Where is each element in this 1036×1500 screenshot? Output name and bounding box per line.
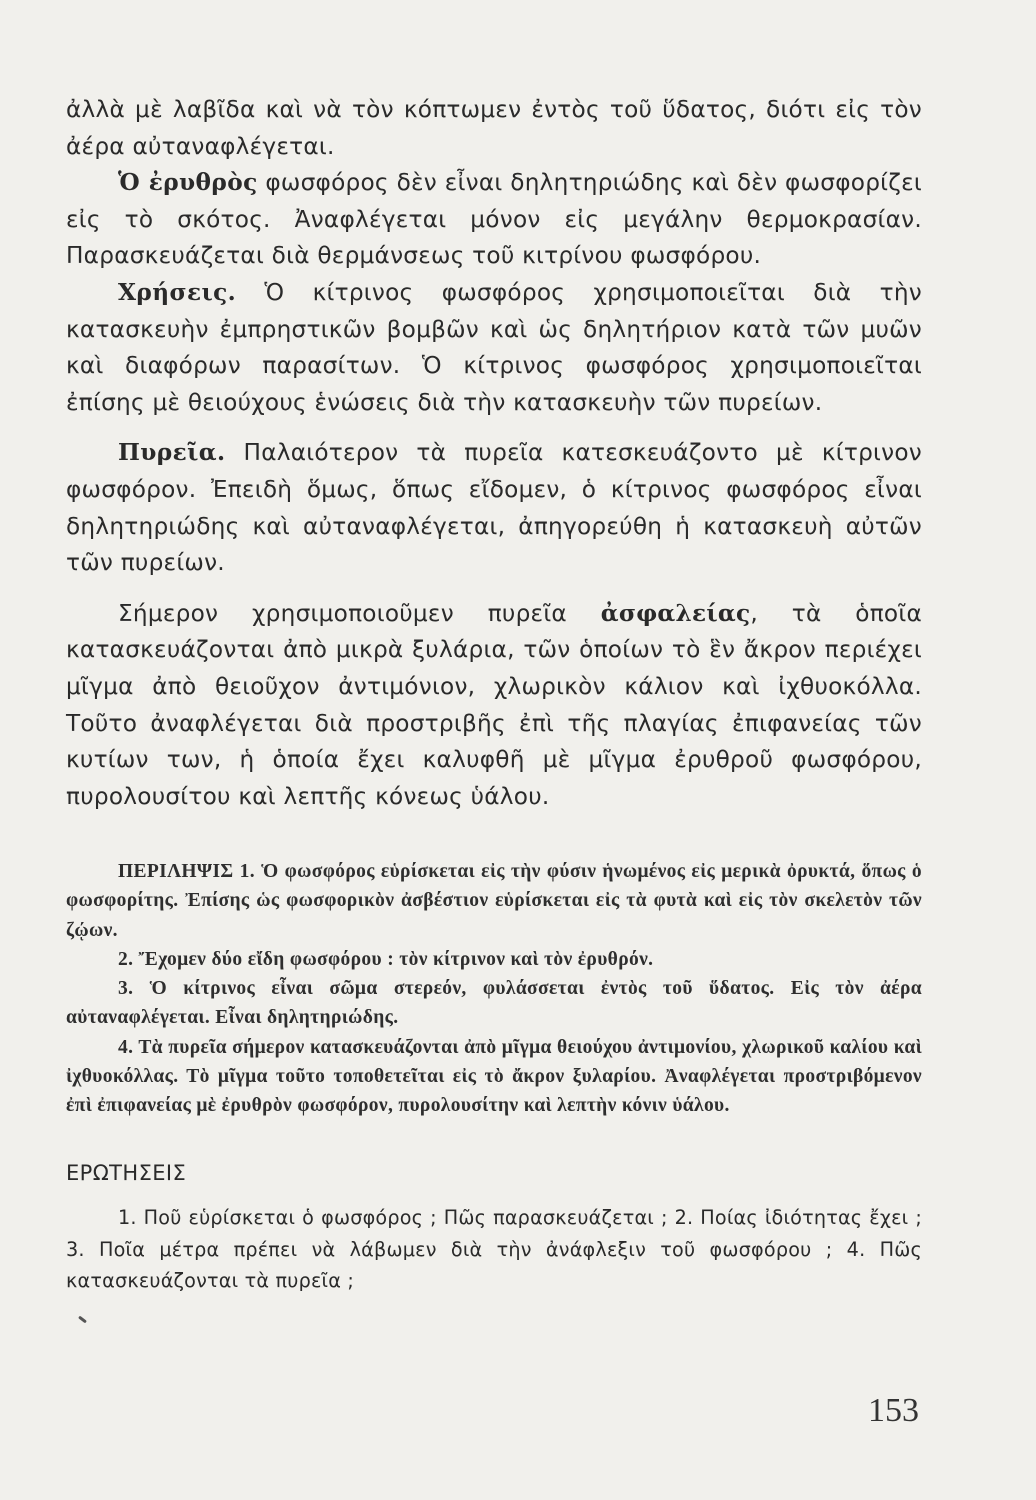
summary-item-2: 2. Ἔχομεν δύο εἴδη φωσφόρου : τὸν κίτρινον καὶ τὸν ἐρυθρόν.: [118, 948, 654, 970]
paragraph-1: ἀλλὰ μὲ λαβῖδα καὶ νὰ τὸν κόπτωμεν ἐντὸς τοῦ ὕδατος, διότι εἰς τὸν ἀέρα αὐταναφλέγεται.: [66, 96, 922, 160]
paragraph-matches-text: Παλαιότερον τὰ πυρεῖα κατεσκευάζοντο μὲ κίτρινον φωσφόρον. Ἐπειδὴ ὅμως, ὅπως εἴδομεν, ὁ κίτρινος φωσφόρος εἶναι δηλητηριώδης καὶ αὐταναφλέγεται, ἀπηγορεύθη ἡ κατασκευὴ αὐτῶν τῶν πυρείων.: [66, 439, 922, 577]
paragraph-safety-matches-text-b: , τὰ ὁποῖα κατασκευάζονται ἀπὸ μικρὰ ξυλάρια, τῶν ὁποίων τὸ ἓν ἄκρον περιέχει μῖγμα ἀπὸ θειοῦχον ἀντιμόνιον, χλωρικὸν κάλιον καὶ ἰχθυοκόλλα. Τοῦτο ἀναφλέγεται διὰ προστριβῆς ἐπὶ τῆς πλαγίας ἐπιφανείας τῶν κυτίων των, ἡ ὁποία ἔχει καλυφθῆ μὲ μῖγμα ἐρυθροῦ φωσφόρου, πυρολουσίτου καὶ λεπτῆς κόνεως ὑάλου.: [66, 599, 922, 810]
summary-item-4: 4. Τὰ πυρεῖα σήμερον κατασκευάζονται ἀπὸ μῖγμα θειούχου ἀντιμονίου, χλωρικοῦ καλίου καὶ ἰχθυοκόλλας. Τὸ μῖγμα τοῦτο τοποθετεῖται εἰς τὸ ἄκρον ξυλαρίου. Ἀναφλέγεται προστριβόμενον ἐπὶ ἐπιφανείας μὲ ἐρυθρὸν φωσφόρον, πυρολουσίτην καὶ λεπτὴν κόνιν ὑάλου.: [66, 1036, 922, 1116]
paragraph-uses: [66, 275, 922, 421]
section-spacer: [66, 815, 922, 857]
paragraph-uses-text: Ὁ κίτρινος φωσφόρος χρησιμοποιεῖται διὰ τὴν κατασκευὴν ἐμπρηστικῶν βομβῶν καὶ ὡς δηλητήριον κατὰ τῶν μυῶν καὶ διαφόρων παρασίτων. Ὁ κίτρινος φωσφόρος χρησιμοποιεῖται ἐπίσης μὲ θειούχους ἑνώσεις διὰ τὴν κατασκευὴν τῶν πυρείων.: [66, 278, 922, 416]
page-content: [66, 92, 922, 1297]
paragraph-safety-matches: [66, 596, 922, 816]
paragraph-safety-matches-text-a: Σήμερον χρησιμοποιοῦμεν πυρεῖα: [118, 599, 601, 627]
heading-red-phosphorus: Ὁ ἐρυθρὸς: [118, 169, 258, 197]
page-number: 153: [868, 1392, 919, 1429]
heading-uses: Χρήσεις.: [118, 278, 237, 306]
paragraph-red-phosphorus-text: φωσφόρος δὲν εἶναι δηλητηριώδης καὶ δὲν φωσφορίζει εἰς τὸ σκότος. Ἀναφλέγεται μόνον εἰς μεγάλην θερμοκρασίαν. Παρασκευάζεται διὰ θερμάνσεως τοῦ κιτρίνου φωσφόρου.: [66, 169, 923, 270]
paragraph-spacer: [66, 421, 922, 435]
paragraph-matches: [66, 435, 922, 581]
questions-text: 1. Ποῦ εὑρίσκεται ὁ φωσφόρος ; Πῶς παρασκευάζεται ; 2. Ποίας ἰδιότητας ἔχει ; 3. Ποῖα μέτρα πρέπει νὰ λάβωμεν διὰ τὴν ἀνάφλεξιν τοῦ φωσφόρου ; 4. Πῶς κατασκευάζονται τὰ πυρεῖα ;: [66, 1206, 922, 1293]
ink-speck: [78, 1316, 87, 1324]
questions-title: ΕΡΩΤΗΣΕΙΣ: [66, 1161, 187, 1186]
heading-matches: Πυρεῖα.: [118, 439, 226, 467]
safety-emphasis: ἀσφαλείας: [600, 599, 751, 627]
paragraph-spacer: [66, 582, 922, 596]
paragraph-red-phosphorus: [66, 165, 922, 275]
summary-item-1: ΠΕΡΙΛΗΨΙΣ 1. Ὁ φωσφόρος εὑρίσκεται εἰς τὴν φύσιν ἡνωμένος εἰς μερικὰ ὀρυκτά, ὅπως ὁ φωσφορίτης. Ἐπίσης ὡς φωσφορικὸν ἀσβέστιον εὑρίσκεται εἰς τὰ φυτὰ καὶ εἰς τὸν σκελετὸν τῶν ζῴων.: [66, 861, 922, 941]
summary-item-3: 3. Ὁ κίτρινος εἶναι σῶμα στερεόν, φυλάσσεται ἐντὸς τοῦ ὕδατος. Εἰς τὸν ἀέρα αὐταναφλέγεται. Εἶναι δηλητηριώδης.: [66, 978, 922, 1029]
